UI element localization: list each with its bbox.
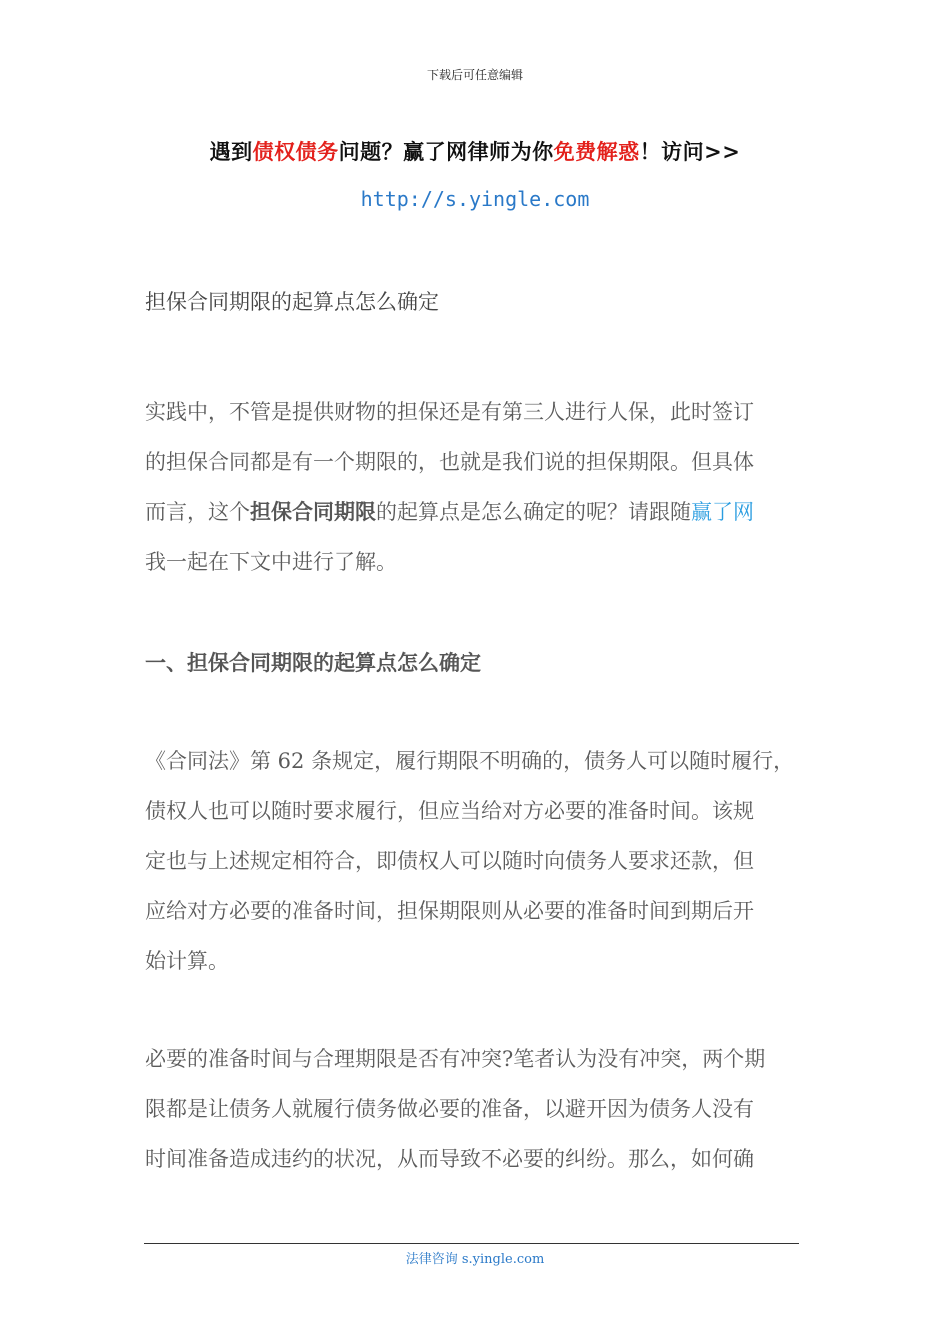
ad-url-link[interactable]: http://s.yingle.com: [360, 187, 590, 211]
intro-line: 我一起在下文中进行了解。: [145, 550, 397, 574]
ad-highlight-free: 免费解惑: [553, 139, 640, 164]
paragraph-line: 债权人也可以随时要求履行，但应当给对方必要的准备时间。该规: [145, 799, 754, 823]
intro-line: [145, 487, 815, 537]
intro-text: 而言，这个: [145, 500, 250, 524]
footer-divider: [144, 1243, 799, 1244]
intro-text: 的起算点是怎么确定的呢？请跟随: [376, 500, 691, 524]
ad-text-3: ！访问>>: [639, 139, 741, 164]
footer-link[interactable]: 法律咨询 s.yingle.com: [405, 1252, 545, 1267]
bold-keyword: 担保合同期限: [250, 499, 376, 524]
yingle-link[interactable]: 赢了网: [691, 500, 754, 524]
intro-line: 的担保合同都是有一个期限的，也就是我们说的担保期限。但具体: [145, 450, 754, 474]
ad-text-1: 遇到: [209, 139, 253, 164]
article-title: 担保合同期限的起算点怎么确定: [145, 290, 439, 314]
contract-law-paragraph: [145, 736, 815, 986]
paragraph-line: 必要的准备时间与合理期限是否有冲突?笔者认为没有冲突，两个期: [145, 1047, 766, 1071]
paragraph-line: 《合同法》第 62 条规定，履行期限不明确的，债务人可以随时履行，: [145, 749, 795, 773]
paragraph-line: 始计算。: [145, 949, 229, 973]
intro-line: 实践中，不管是提供财物的担保还是有第三人进行人保，此时签订: [145, 400, 754, 424]
ad-text-2: 问题？赢了网律师为你: [338, 139, 554, 164]
header-note: 下载后可任意编辑: [426, 68, 523, 82]
ad-banner[interactable]: [0, 136, 950, 166]
paragraph-line: 定也与上述规定相符合，即债权人可以随时向债务人要求还款，但: [145, 849, 754, 873]
section-heading: 一、担保合同期限的起算点怎么确定: [145, 650, 481, 675]
ad-highlight-debt: 债权债务: [252, 139, 339, 164]
intro-paragraph: [145, 387, 815, 587]
paragraph-line: 应给对方必要的准备时间，担保期限则从必要的准备时间到期后开: [145, 899, 754, 923]
paragraph-line: 时间准备造成违约的状况，从而导致不必要的纠纷。那么，如何确: [145, 1147, 754, 1171]
preparation-time-paragraph: [145, 1034, 815, 1184]
paragraph-line: 限都是让债务人就履行债务做必要的准备，以避开因为债务人没有: [145, 1097, 754, 1121]
